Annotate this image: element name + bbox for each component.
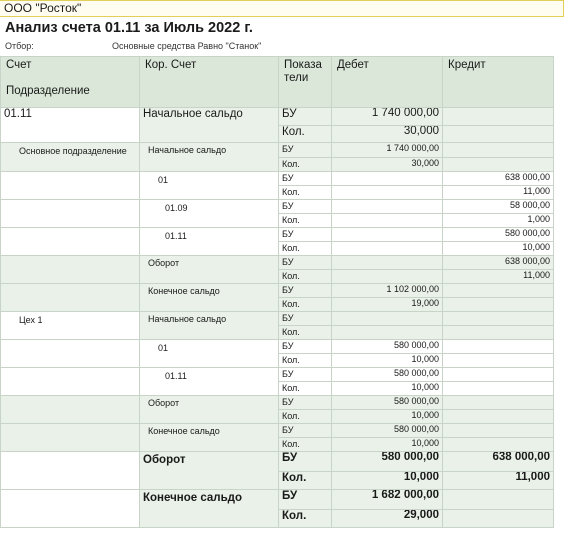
indicator-bu: БУ — [279, 490, 332, 510]
shop-corr-01: 01 — [140, 340, 279, 368]
indicator-kol: Кол. — [279, 326, 332, 340]
main-open-bu-debit: 1 740 000,00 — [332, 143, 443, 158]
shop-close-kol-debit: 10,000 — [332, 438, 443, 452]
corr-01: 01 — [140, 172, 279, 200]
subdivision-blank — [1, 396, 140, 424]
indicator-kol: Кол. — [279, 214, 332, 228]
indicator-bu: БУ — [279, 108, 332, 126]
indicator-bu: БУ — [279, 228, 332, 242]
indicator-kol: Кол. — [279, 298, 332, 312]
main-turn-kol-credit: 11,000 — [443, 270, 554, 284]
indicator-kol: Кол. — [279, 158, 332, 172]
col-header-debit: Дебет — [332, 57, 443, 108]
main-close-kol-credit — [443, 298, 554, 312]
shop-corr-0111: 01.11 — [140, 368, 279, 396]
total-turn-kol-credit: 11,000 — [443, 472, 554, 490]
c0109-bu-debit — [332, 200, 443, 214]
indicator-bu: БУ — [279, 452, 332, 472]
indicator-bu: БУ — [279, 172, 332, 186]
indicator-bu: БУ — [279, 368, 332, 382]
shop-open-bu-credit — [443, 312, 554, 326]
subdivision-blank — [1, 284, 140, 312]
shop-c0111-kol-credit — [443, 382, 554, 396]
main-turn-bu-credit: 638 000,00 — [443, 256, 554, 270]
main-close-bu-debit: 1 102 000,00 — [332, 284, 443, 298]
indicator-kol: Кол. — [279, 410, 332, 424]
account-blank — [1, 490, 140, 528]
indicator-bu: БУ — [279, 143, 332, 158]
indicator-kol: Кол. — [279, 270, 332, 284]
shop-c0111-bu-credit — [443, 368, 554, 382]
shop-close-kol-credit — [443, 438, 554, 452]
shop-c01-bu-debit: 580 000,00 — [332, 340, 443, 354]
total-close-bu-credit — [443, 490, 554, 510]
indicator-bu: БУ — [279, 284, 332, 298]
shop-c0111-bu-debit: 580 000,00 — [332, 368, 443, 382]
open-bu-credit — [443, 108, 554, 126]
col-header-indicators: Показатели — [279, 57, 332, 108]
shop-open-bu-debit — [332, 312, 443, 326]
open-kol-credit — [443, 126, 554, 143]
main-close-kol-debit: 19,000 — [332, 298, 443, 312]
c01-bu-debit — [332, 172, 443, 186]
total-close-kol-credit — [443, 510, 554, 528]
shop-c01-kol-debit: 10,000 — [332, 354, 443, 368]
total-close-bu-debit: 1 682 000,00 — [332, 490, 443, 510]
shop-open-kol-debit — [332, 326, 443, 340]
shop-turn-bu-credit — [443, 396, 554, 410]
subdivision-blank — [1, 200, 140, 228]
indicator-kol: Кол. — [279, 472, 332, 490]
main-open-label: Начальное сальдо — [140, 143, 279, 172]
col-header-subdivision: Подразделение — [1, 83, 140, 108]
subdivision-main: Основное подразделение — [1, 143, 140, 172]
col-header-corr: Кор. Счет — [140, 57, 279, 108]
indicator-bu: БУ — [279, 200, 332, 214]
shop-turn-kol-credit — [443, 410, 554, 424]
indicator-bu: БУ — [279, 396, 332, 410]
shop-turnover-label: Оборот — [140, 396, 279, 424]
total-turn-bu-debit: 580 000,00 — [332, 452, 443, 472]
c0111-bu-debit — [332, 228, 443, 242]
indicator-kol: Кол. — [279, 438, 332, 452]
subdivision-blank — [1, 340, 140, 368]
shop-close-bu-debit: 580 000,00 — [332, 424, 443, 438]
shop-close-bu-credit — [443, 424, 554, 438]
total-close-label: Конечное сальдо — [140, 490, 279, 528]
main-open-kol-credit — [443, 158, 554, 172]
report-table — [0, 56, 554, 528]
c0109-bu-credit: 58 000,00 — [443, 200, 554, 214]
main-close-bu-credit — [443, 284, 554, 298]
subdivision-blank — [1, 256, 140, 284]
indicator-bu: БУ — [279, 424, 332, 438]
col-header-account: Счет — [1, 57, 140, 83]
total-turn-bu-credit: 638 000,00 — [443, 452, 554, 472]
report-title: Анализ счета 01.11 за Июль 2022 г. — [5, 20, 253, 36]
indicator-bu: БУ — [279, 312, 332, 326]
c01-kol-debit — [332, 186, 443, 200]
shop-turn-kol-debit: 10,000 — [332, 410, 443, 424]
shop-c01-kol-credit — [443, 354, 554, 368]
c0109-kol-credit: 1,000 — [443, 214, 554, 228]
subdivision-blank — [1, 424, 140, 452]
organization-name: ООО "Росток" — [0, 0, 564, 17]
total-turnover-label: Оборот — [140, 452, 279, 490]
corr-0111: 01.11 — [140, 228, 279, 256]
open-kol-debit: 30,000 — [332, 126, 443, 143]
indicator-bu: БУ — [279, 256, 332, 270]
main-open-kol-debit: 30,000 — [332, 158, 443, 172]
subdivision-shop: Цех 1 — [1, 312, 140, 340]
indicator-kol: Кол. — [279, 510, 332, 528]
indicator-bu: БУ — [279, 340, 332, 354]
main-turnover-label: Оборот — [140, 256, 279, 284]
filter-label: Отбор: — [5, 41, 34, 51]
subdivision-blank — [1, 368, 140, 396]
indicator-kol: Кол. — [279, 382, 332, 396]
c01-kol-credit: 11,000 — [443, 186, 554, 200]
total-turn-kol-debit: 10,000 — [332, 472, 443, 490]
main-close-label: Конечное сальдо — [140, 284, 279, 312]
shop-open-label: Начальное сальдо — [140, 312, 279, 340]
main-turn-bu-debit — [332, 256, 443, 270]
shop-c01-bu-credit — [443, 340, 554, 354]
c01-bu-credit: 638 000,00 — [443, 172, 554, 186]
subdivision-blank — [1, 228, 140, 256]
col-header-credit: Кредит — [443, 57, 554, 108]
c0111-bu-credit: 580 000,00 — [443, 228, 554, 242]
c0109-kol-debit — [332, 214, 443, 228]
subdivision-blank — [1, 172, 140, 200]
open-balance-label: Начальное сальдо — [140, 108, 279, 143]
main-open-bu-credit — [443, 143, 554, 158]
indicator-kol: Кол. — [279, 186, 332, 200]
shop-c0111-kol-debit: 10,000 — [332, 382, 443, 396]
shop-turn-bu-debit: 580 000,00 — [332, 396, 443, 410]
indicator-kol: Кол. — [279, 242, 332, 256]
indicator-kol: Кол. — [279, 354, 332, 368]
open-bu-debit: 1 740 000,00 — [332, 108, 443, 126]
account-blank — [1, 452, 140, 490]
total-close-kol-debit: 29,000 — [332, 510, 443, 528]
main-turn-kol-debit — [332, 270, 443, 284]
shop-open-kol-credit — [443, 326, 554, 340]
c0111-kol-credit: 10,000 — [443, 242, 554, 256]
corr-0109: 01.09 — [140, 200, 279, 228]
c0111-kol-debit — [332, 242, 443, 256]
shop-close-label: Конечное сальдо — [140, 424, 279, 452]
account-cell: 01.11 — [1, 108, 140, 143]
filter-value: Основные средства Равно "Станок" — [112, 41, 262, 51]
indicator-kol: Кол. — [279, 126, 332, 143]
